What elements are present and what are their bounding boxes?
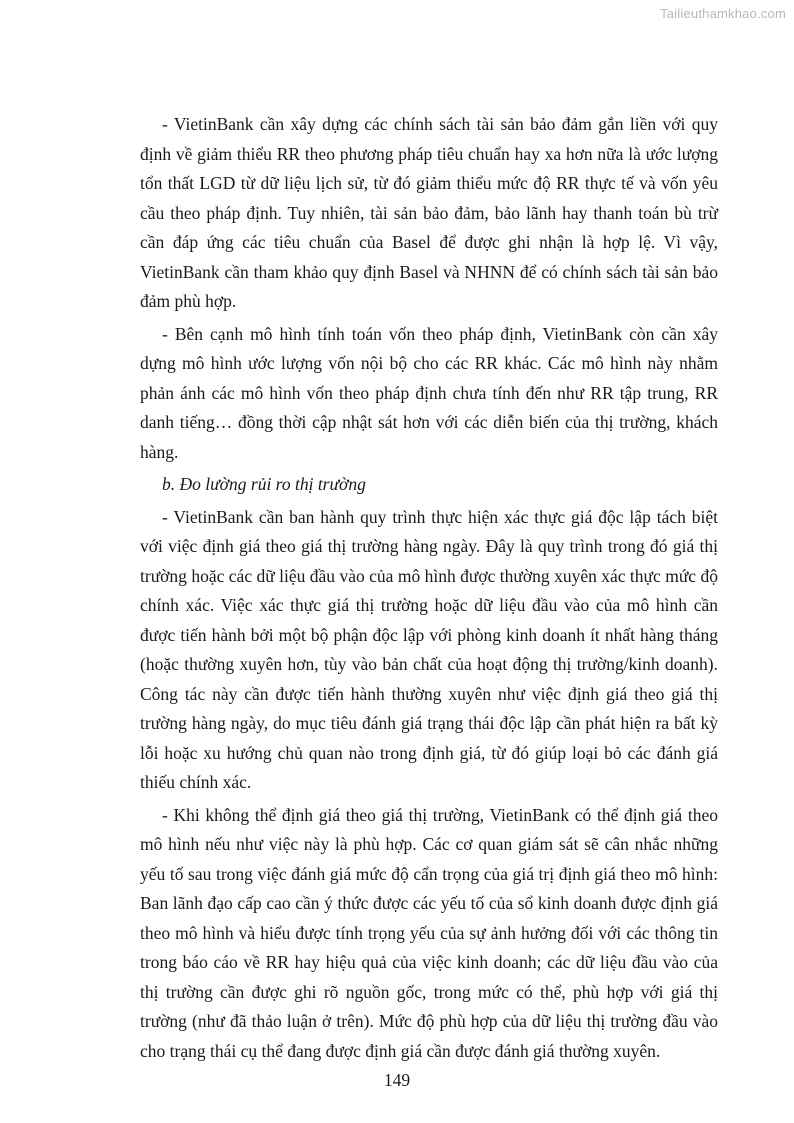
page-body — [140, 110, 718, 1069]
paragraph-collateral-policy: - VietinBank cần xây dựng các chính sách tài sản bảo đảm gắn liền với quy định về giảm thiểu RR theo phương pháp tiêu chuẩn hay xa hơn nữa là ước lượng tổn thất LGD từ dữ liệu lịch sử, từ đó giảm thiểu mức độ RR thực tế và vốn yêu cầu theo pháp định. Tuy nhiên, tài sản bảo đảm, bảo lãnh hay thanh toán bù trừ cần đáp ứng các tiêu chuẩn của Basel để được ghi nhận là hợp lệ. Vì vậy, VietinBank cần tham khảo quy định Basel và NHNN để có chính sách tài sản bảo đảm phù hợp. — [140, 114, 718, 311]
paragraph-model-valuation: - Khi không thể định giá theo giá thị trường, VietinBank có thể định giá theo mô hình nếu như việc này là phù hợp. Các cơ quan giám sát sẽ cân nhắc những yếu tố sau trong việc đánh giá mức độ cẩn trọng của giá trị định giá theo mô hình: Ban lãnh đạo cấp cao cần ý thức được các yếu tố của sổ kinh doanh được định giá theo mô hình và hiểu được tính trọng yếu của sự ảnh hưởng đối với các thông tin trong báo cáo về RR hay hiệu quả của việc kinh doanh; các dữ liệu đầu vào của thị trường cần được ghi rõ nguồn gốc, trong mức có thể, phù hợp với giá thị trường (như đã thảo luận ở trên). Mức độ phù hợp của dữ liệu thị trường đầu vào cho trạng thái cụ thể đang được định giá cần được đánh giá thường xuyên. — [140, 804, 718, 1061]
paragraph-internal-capital-model: - Bên cạnh mô hình tính toán vốn theo pháp định, VietinBank còn cần xây dựng mô hình ước lượng vốn nội bộ cho các RR khác. Các mô hình này nhằm phản ánh các mô hình vốn theo pháp định chưa tính đến như RR tập trung, RR danh tiếng… đồng thời cập nhật sát hơn với các diễn biến của thị trường, khách hàng. — [140, 323, 718, 462]
watermark-text: Tailieuthamkhao.com — [660, 6, 786, 21]
paragraph-independent-price-verification: - VietinBank cần ban hành quy trình thực hiện xác thực giá độc lập tách biệt với việc định giá theo giá thị trường hàng ngày. Đây là quy trình trong đó giá thị trường hoặc các dữ liệu đầu vào của mô hình được thường xuyên xác thực mức độ chính xác. Việc xác thực giá thị trường hoặc dữ liệu đầu vào của mô hình cần được tiến hành bởi một bộ phận độc lập với phòng kinh doanh ít nhất hàng tháng (hoặc thường xuyên hơn, tùy vào bản chất của hoạt động thị trường/kinh doanh). Công tác này cần được tiến hành thường xuyên như việc định giá theo giá thị trường hàng ngày, do mục tiêu đánh giá trạng thái độc lập cần phát hiện ra bất kỳ lỗi hoặc xu hướng chủ quan nào trong định giá, từ đó giúp loại bỏ các đánh giá thiếu chính xác. — [140, 506, 718, 792]
section-heading-market-risk: b. Đo lường rủi ro thị trường — [162, 474, 366, 494]
page-number: 149 — [383, 1070, 411, 1090]
